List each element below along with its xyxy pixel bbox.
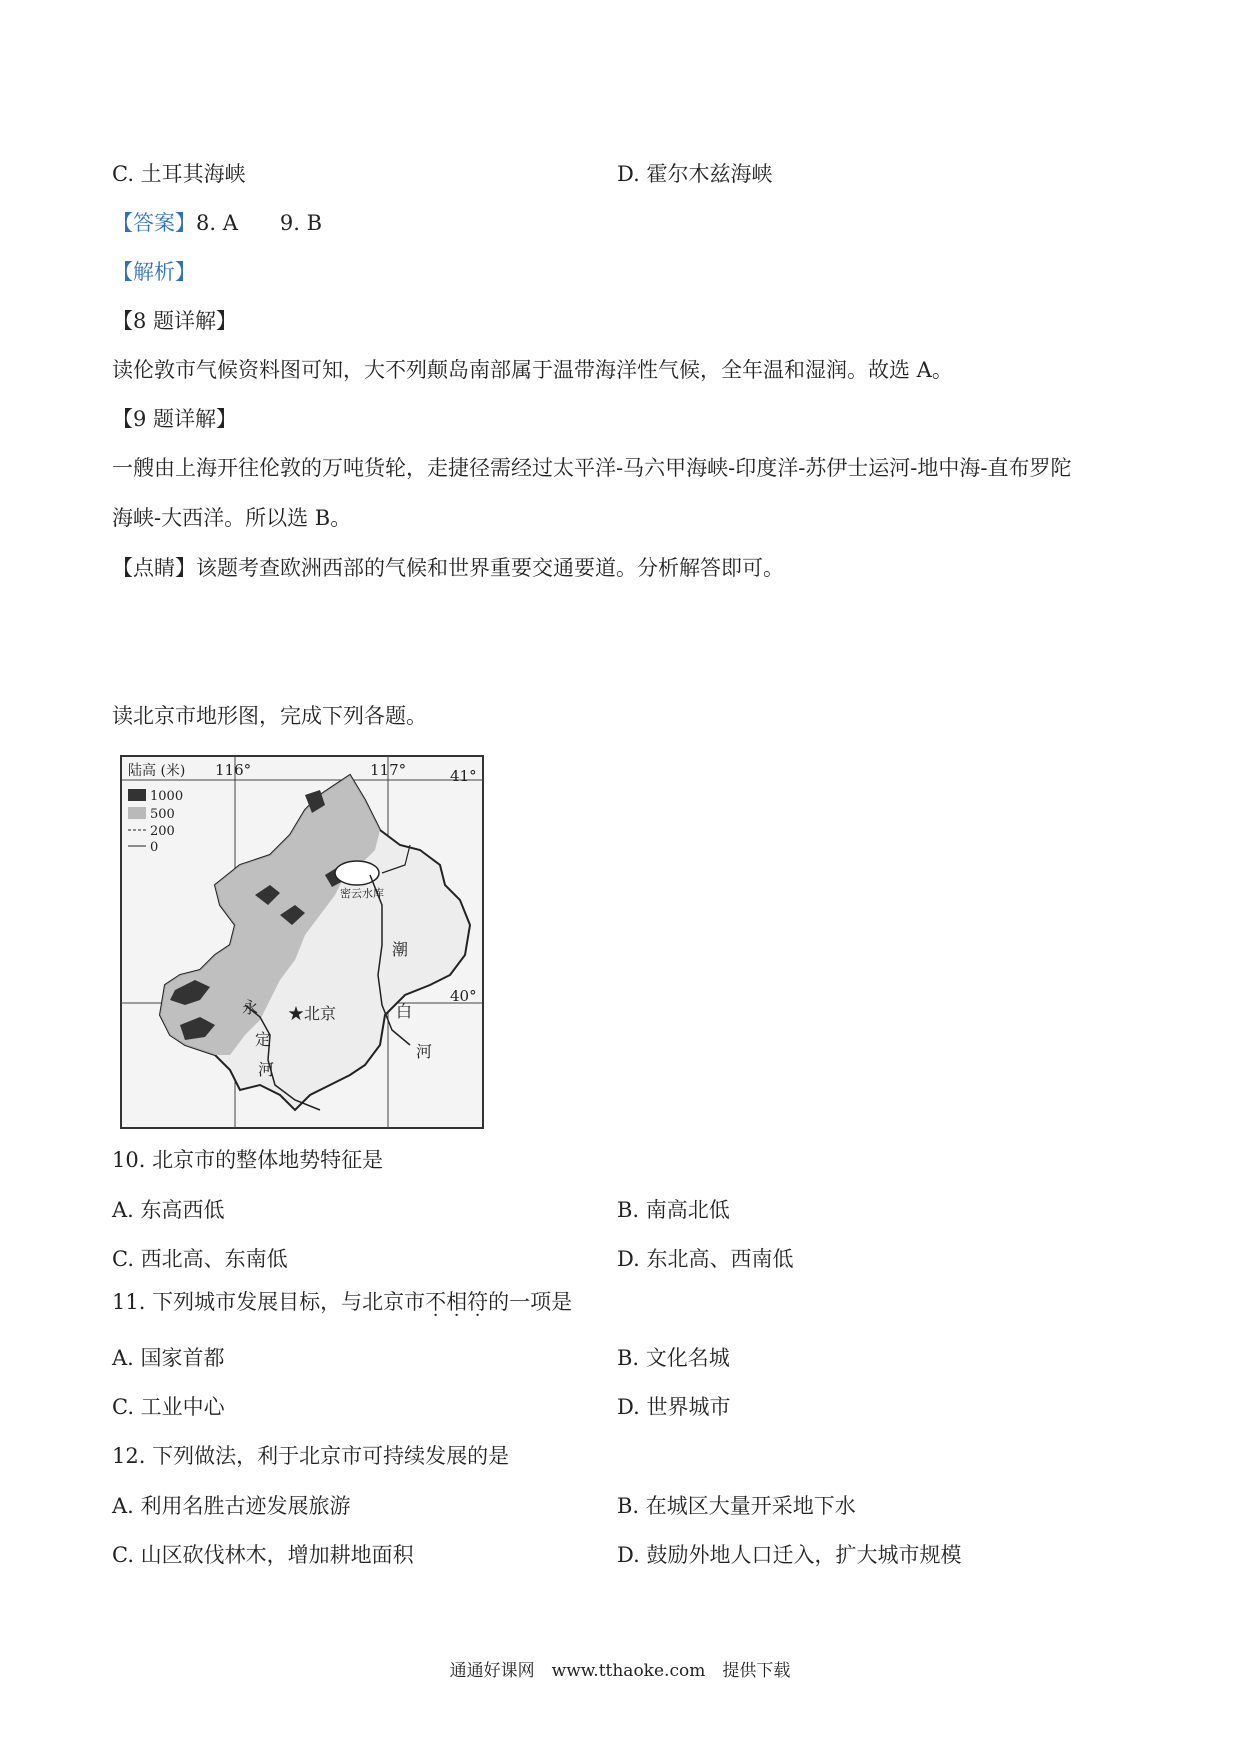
q12-option-b[interactable]: B. 在城区大量开采地下水 (617, 1494, 856, 1518)
page-footer: 通通好课网 www.tthaoke.com 提供下载 (449, 1661, 791, 1681)
q12-option-c[interactable]: C. 山区砍伐林木，增加耕地面积 (112, 1543, 414, 1567)
legend-label-0: 0 (150, 840, 159, 855)
q12-option-d[interactable]: D. 鼓励外地人口迁入，扩大城市规模 (617, 1543, 962, 1567)
q12-stem: 12. 下列做法，利于北京市可持续发展的是 (112, 1444, 510, 1468)
label-beijing: ★北京 (288, 1004, 337, 1023)
q10-option-c[interactable]: C. 西北高、东南低 (112, 1247, 288, 1271)
q9-detail-line1: 一艘由上海开往伦敦的万吨货轮，走捷径需经过太平洋-马六甲海峡-印度洋-苏伊士运河-地中海-直布罗陀 (112, 456, 1072, 480)
q8-detail-label: 【8 题详解】 (112, 309, 238, 333)
label-he-west: 河 (258, 1060, 275, 1079)
label-bai: 白 (396, 1002, 413, 1021)
q11-emphasis-3: 符 (467, 1290, 489, 1314)
legend-title: 陆高 (米) (128, 763, 186, 779)
lon-label-116: 116° (215, 761, 252, 779)
answer-label: 【答案】 (112, 211, 196, 235)
map-intro: 读北京市地形图，完成下列各题。 (112, 704, 427, 728)
lat-label-40: 40° (450, 987, 477, 1005)
q12-option-a[interactable]: A. 利用名胜古迹发展旅游 (112, 1494, 351, 1518)
lat-label-41: 41° (450, 767, 477, 785)
q8-detail-text: 读伦敦市气候资料图可知，大不列颠岛南部属于温带海洋性气候，全年温和湿润。故选 A。 (112, 358, 953, 382)
label-he-east: 河 (416, 1042, 433, 1061)
answer-text: 8. A 9. B (196, 211, 323, 235)
legend-label-1000: 1000 (150, 789, 184, 804)
q9-option-d: D. 霍尔木兹海峡 (617, 162, 773, 186)
comment-line (112, 555, 784, 581)
legend-label-200: 200 (150, 824, 175, 839)
q10-stem: 10. 北京市的整体地势特征是 (112, 1148, 384, 1172)
q11-emphasis-1: 不 (425, 1290, 447, 1314)
q11-option-a[interactable]: A. 国家首都 (112, 1346, 225, 1370)
legend-label-500: 500 (150, 807, 175, 822)
q9-option-c: C. 土耳其海峡 (112, 162, 246, 186)
lon-label-117: 117° (370, 761, 407, 779)
answer-line (112, 210, 322, 236)
label-yong: 永 (242, 998, 259, 1017)
q10-option-b[interactable]: B. 南高北低 (617, 1198, 730, 1222)
map-svg (120, 755, 484, 1129)
label-chao: 潮 (392, 940, 409, 959)
q11-stem-post: 的一项是 (488, 1290, 573, 1314)
q11-option-c[interactable]: C. 工业中心 (112, 1395, 225, 1419)
q10-option-a[interactable]: A. 东高西低 (112, 1198, 225, 1222)
beijing-terrain-map (120, 755, 484, 1129)
q10-option-d[interactable]: D. 东北高、西南低 (617, 1247, 794, 1271)
label-ding: 定 (255, 1030, 272, 1049)
comment-label: 【点睛】 (112, 556, 196, 580)
q11-emphasis-2: 相 (446, 1290, 468, 1314)
legend-swatch-500 (128, 807, 146, 819)
analysis-label: 【解析】 (112, 260, 196, 284)
q9-detail-label: 【9 题详解】 (112, 407, 238, 431)
q11-stem-pre: 11. 下列城市发展目标，与北京市 (112, 1290, 426, 1314)
comment-text: 该题考查欧洲西部的气候和世界重要交通要道。分析解答即可。 (196, 556, 784, 580)
legend-swatch-1000 (128, 789, 146, 801)
q11-option-d[interactable]: D. 世界城市 (617, 1395, 731, 1419)
label-miyun-reservoir: 密云水库 (340, 887, 384, 900)
q9-detail-line2: 海峡-大西洋。所以选 B。 (112, 506, 352, 530)
q11-stem (112, 1289, 572, 1315)
q11-option-b[interactable]: B. 文化名城 (617, 1346, 730, 1370)
